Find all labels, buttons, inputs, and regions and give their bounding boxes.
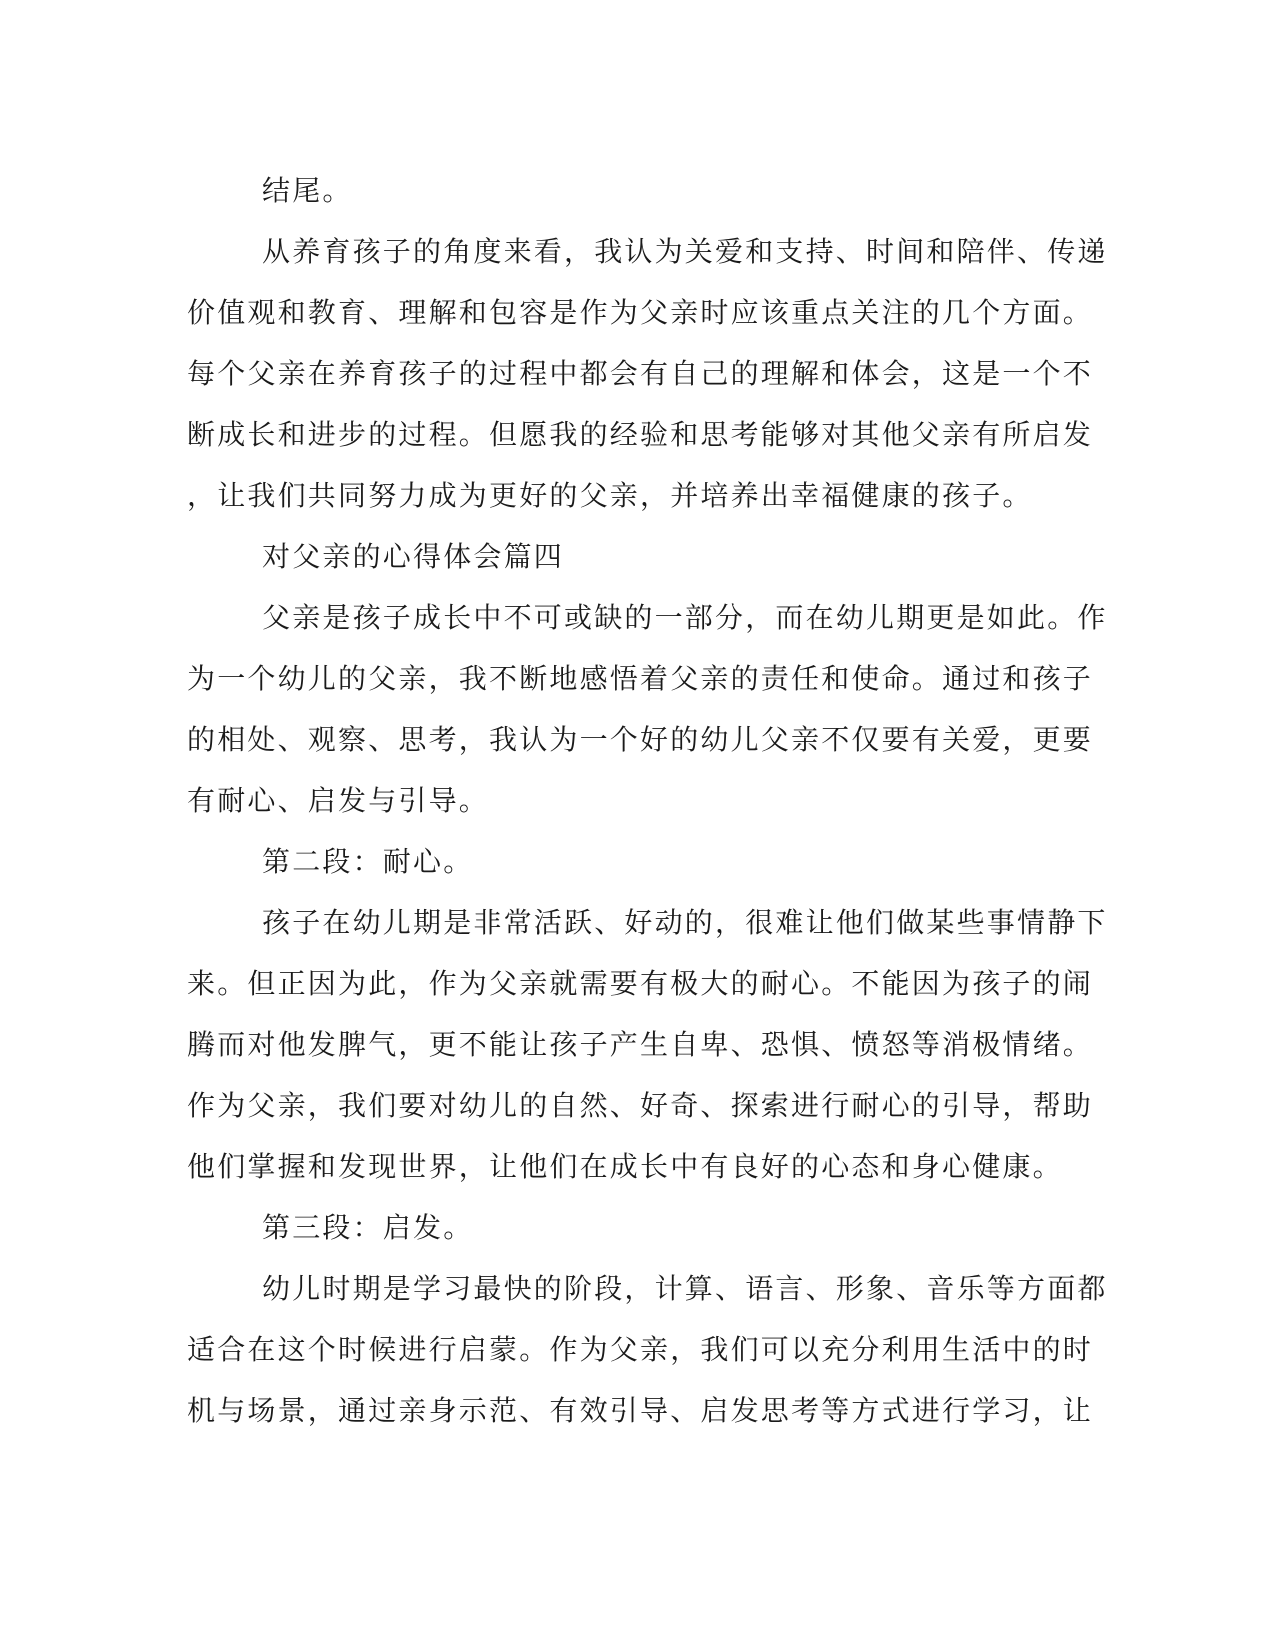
document-body — [187, 160, 1108, 1441]
text-line: 的相处、观察、思考，我认为一个好的幼儿父亲不仅要有关爱，更要 — [187, 723, 1094, 756]
text-line: 来。但正因为此，作为父亲就需要有极大的耐心。不能因为孩子的闹 — [187, 967, 1094, 1000]
text-line: 有耐心、启发与引导。 — [187, 784, 490, 817]
text-line: 孩子在幼儿期是非常活跃、好动的，很难让他们做某些事情静下 — [262, 906, 1108, 939]
text-line: 作为父亲，我们要对幼儿的自然、好奇、探索进行耐心的引导，帮助 — [187, 1089, 1094, 1122]
section-heading: 对父亲的心得体会篇四 — [262, 540, 565, 573]
text-line: 机与场景，通过亲身示范、有效引导、启发思考等方式进行学习，让 — [187, 1394, 1094, 1427]
text-line: 为一个幼儿的父亲，我不断地感悟着父亲的责任和使命。通过和孩子 — [187, 662, 1094, 695]
text-line: 每个父亲在养育孩子的过程中都会有自己的理解和体会，这是一个不 — [187, 357, 1094, 390]
text-line: 从养育孩子的角度来看，我认为关爱和支持、时间和陪伴、传递 — [262, 235, 1108, 268]
text-line: ，让我们共同努力成为更好的父亲，并培养出幸福健康的孩子。 — [187, 479, 1033, 512]
text-line: 断成长和进步的过程。但愿我的经验和思考能够对其他父亲有所启发 — [187, 418, 1094, 451]
text-line: 价值观和教育、理解和包容是作为父亲时应该重点关注的几个方面。 — [187, 296, 1094, 329]
text-line: 幼儿时期是学习最快的阶段，计算、语言、形象、音乐等方面都 — [262, 1272, 1108, 1305]
text-line: 他们掌握和发现世界，让他们在成长中有良好的心态和身心健康。 — [187, 1150, 1063, 1183]
section-heading: 第三段：启发。 — [262, 1211, 474, 1244]
text-line: 父亲是孩子成长中不可或缺的一部分，而在幼儿期更是如此。作 — [262, 601, 1108, 634]
text-line: 适合在这个时候进行启蒙。作为父亲，我们可以充分利用生活中的时 — [187, 1333, 1094, 1366]
text-line: 腾而对他发脾气，更不能让孩子产生自卑、恐惧、愤怒等消极情绪。 — [187, 1028, 1094, 1061]
section-heading: 第二段：耐心。 — [262, 845, 474, 878]
text-line: 结尾。 — [262, 174, 353, 207]
